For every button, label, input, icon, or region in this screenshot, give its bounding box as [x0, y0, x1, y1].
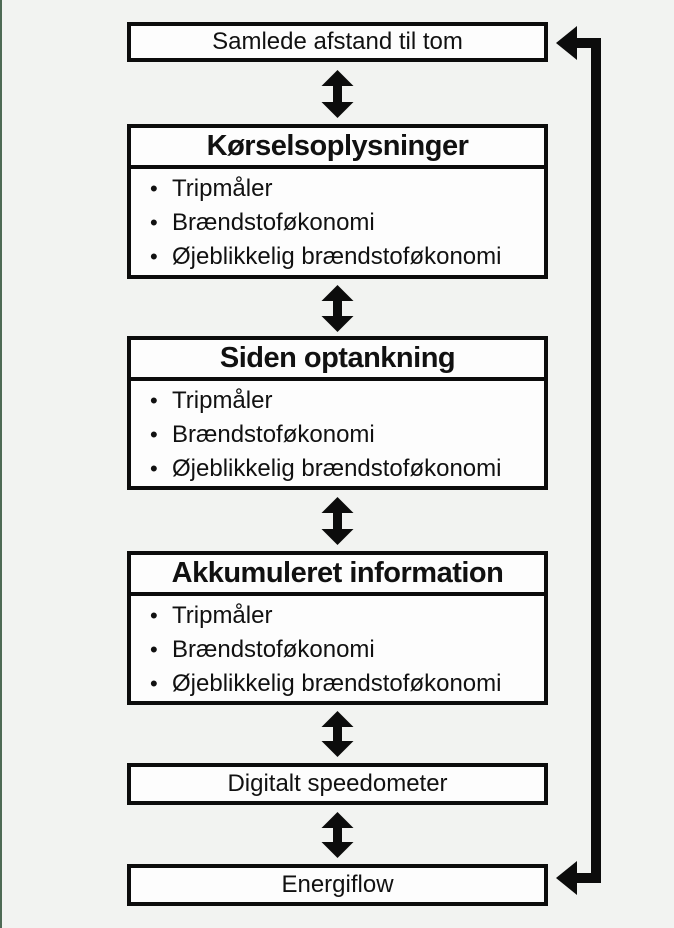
- list-item: • Tripmåler: [131, 172, 544, 206]
- list-item: • Øjeblikkelig brændstoføkonomi: [131, 452, 544, 486]
- arrowhead-down-icon: [322, 741, 354, 757]
- box-siden-optankning: [127, 336, 548, 490]
- arrowhead-down-icon: [322, 529, 354, 545]
- arrowhead-left-icon: [556, 861, 577, 895]
- box-title: Kørselsoplysninger: [131, 128, 544, 169]
- box-title: Energiflow: [281, 871, 394, 898]
- arrowhead-up-icon: [322, 285, 354, 301]
- list-item: • Brændstoføkonomi: [131, 206, 544, 240]
- box-digitalt-speedometer: [127, 763, 548, 805]
- arrowhead-up-icon: [322, 812, 354, 828]
- list-item: • Brændstoføkonomi: [131, 633, 544, 667]
- box-title: Siden optankning: [131, 340, 544, 381]
- box-title: Samlede afstand til tom: [212, 28, 463, 55]
- box-energiflow: [127, 864, 548, 906]
- box-korselsoplysninger: [127, 124, 548, 279]
- box-akkumuleret-information: [127, 551, 548, 705]
- box-samlede-afstand-til-tom: [127, 22, 548, 62]
- box-item-list: [131, 381, 544, 486]
- arrowhead-down-icon: [322, 102, 354, 118]
- double-arrow-2: [322, 285, 354, 332]
- arrowhead-up-icon: [322, 711, 354, 727]
- loop-arrow-path: [577, 43, 596, 878]
- box-item-list: [131, 596, 544, 701]
- loop-arrow: [556, 26, 596, 895]
- double-arrow-3: [322, 497, 354, 545]
- arrowhead-down-icon: [322, 842, 354, 858]
- list-item: • Tripmåler: [131, 599, 544, 633]
- arrowhead-up-icon: [322, 497, 354, 513]
- list-item: • Øjeblikkelig brændstoføkonomi: [131, 240, 544, 274]
- list-item: • Brændstoføkonomi: [131, 418, 544, 452]
- list-item: • Øjeblikkelig brændstoføkonomi: [131, 667, 544, 701]
- arrowhead-left-icon: [556, 26, 577, 60]
- arrowhead-down-icon: [322, 316, 354, 332]
- arrowhead-up-icon: [322, 70, 354, 86]
- double-arrow-4: [322, 711, 354, 757]
- double-arrow-5: [322, 812, 354, 858]
- double-arrow-1: [322, 70, 354, 118]
- box-item-list: [131, 169, 544, 274]
- list-item: • Tripmåler: [131, 384, 544, 418]
- box-title: Akkumuleret information: [131, 555, 544, 596]
- box-title: Digitalt speedometer: [227, 770, 448, 797]
